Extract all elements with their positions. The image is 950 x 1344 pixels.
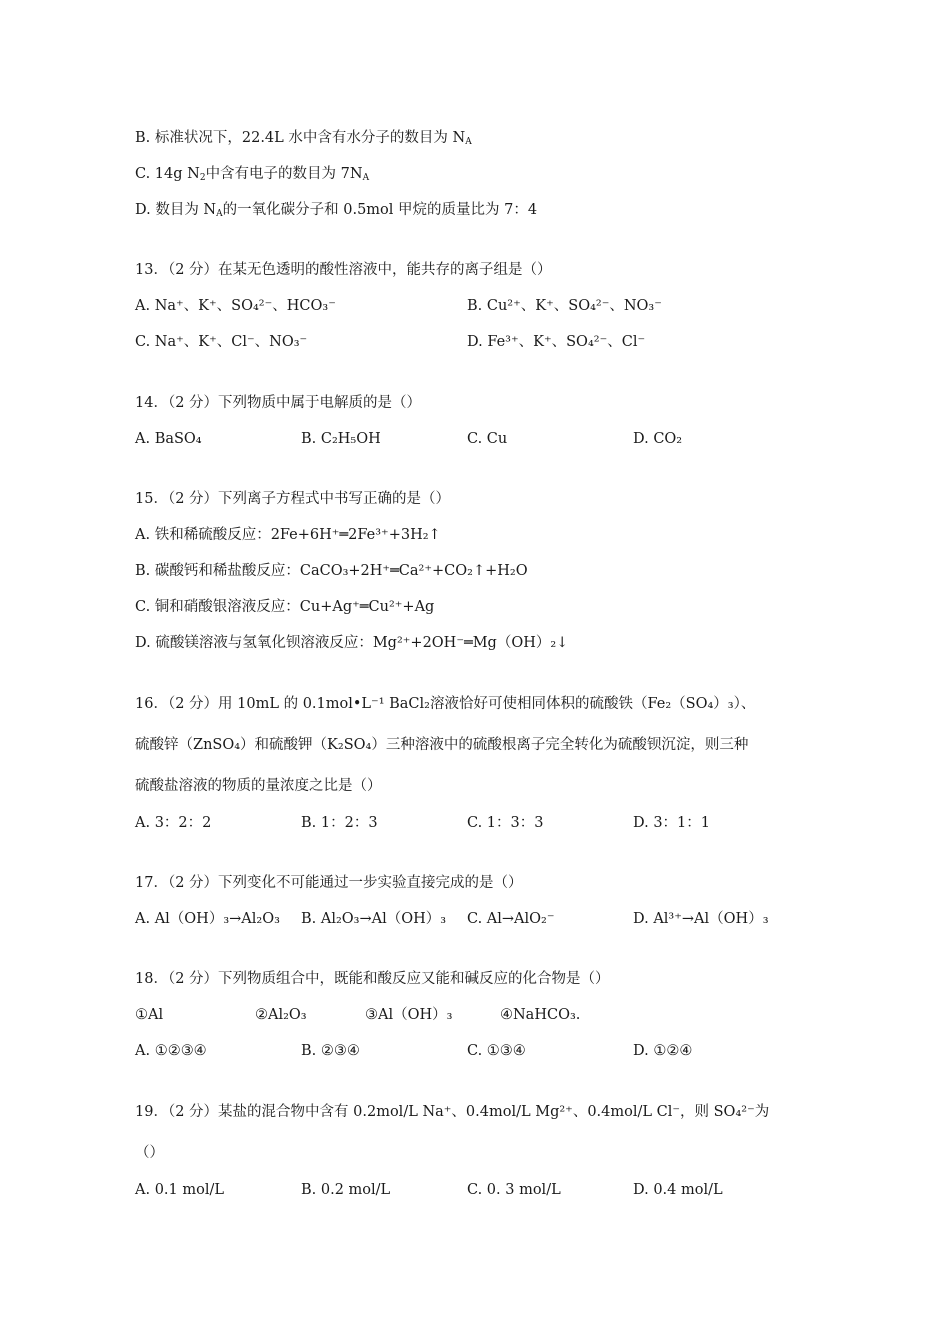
q16-option-c: C. 1：3：3 [467,815,544,831]
q19-stem: 19．（2 分）某盐的混合物中含有 0.2mol/L Na⁺、0.4mol/L Mg²⁺、0.4mol/L Cl⁻，则 SO₄²⁻为 [135,1104,770,1120]
q13-stem: 13．（2 分）在某无色透明的酸性溶液中，能共存的离子组是（） [135,262,552,278]
q15-option-c: C. 铜和硝酸银溶液反应：Cu+Ag⁺═Cu²⁺+Ag [135,599,435,615]
q14-option-c: C. Cu [467,431,508,447]
q13-option-c: C. Na⁺、K⁺、Cl⁻、NO₃⁻ [135,334,308,350]
q18-option-c: C. ①③④ [467,1043,526,1059]
q17-option-c: C. Al→AlO₂⁻ [467,911,555,927]
q12-option-d [135,200,537,220]
q12-option-c [135,164,369,184]
q19-stem-2: （） [135,1145,164,1161]
q17-option-d: D. Al³⁺→Al（OH）₃ [633,911,769,927]
q16-option-d: D. 3：1：1 [633,815,711,831]
q17-option-a: A. Al（OH）₃→Al₂O₃ [135,911,280,927]
q16-option-b: B. 1：2：3 [301,815,378,831]
q18-stem: 18．（2 分）下列物质组合中，既能和酸反应又能和碱反应的化合物是（） [135,971,610,987]
q18-item-1: ①Al [135,1007,164,1023]
q18-item-2: ②Al₂O₃ [255,1007,307,1023]
q12-option-d-pre: D. 数目为 N [135,202,217,218]
q18-item-4: ④NaHCO₃. [500,1007,581,1023]
q15-option-a: A. 铁和稀硫酸反应：2Fe+6H⁺═2Fe³⁺+3H₂↑ [135,527,441,543]
q12-option-c-pre: C. 14g N [135,166,200,182]
q16-stem-line3: 硫酸盐溶液的物质的量浓度之比是（） [135,778,382,794]
q12-option-b-sub: A [465,137,472,147]
q15-option-b: B. 碳酸钙和稀盐酸反应：CaCO₃+2H⁺═Ca²⁺+CO₂↑+H₂O [135,563,528,579]
q19-option-c: C. 0. 3 mol/L [467,1182,561,1198]
q12-option-c-sub1: 2 [199,173,206,183]
q14-option-b: B. C₂H₅OH [301,431,381,447]
q16-stem-line2: 硫酸锌（ZnSO₄）和硫酸钾（K₂SO₄）三种溶液中的硫酸根离子完全转化为硫酸钡沉淀，则三种 [135,737,749,753]
q18-option-a: A. ①②③④ [135,1043,207,1059]
q18-item-3: ③Al（OH）₃ [365,1007,453,1023]
q19-option-d: D. 0.4 mol/L [633,1182,723,1198]
q15-stem: 15．（2 分）下列离子方程式中书写正确的是（） [135,491,451,507]
q12-option-d-sub: A [216,209,223,219]
q19-option-b: B. 0.2 mol/L [301,1182,391,1198]
q17-stem: 17．（2 分）下列变化不可能通过一步实验直接完成的是（） [135,875,523,891]
q14-stem: 14．（2 分）下列物质中属于电解质的是（） [135,395,422,411]
q13-option-a: A. Na⁺、K⁺、SO₄²⁻、HCO₃⁻ [135,298,336,314]
q13-option-d: D. Fe³⁺、K⁺、SO₄²⁻、Cl⁻ [467,334,646,350]
q12-option-c-sub2: A [362,173,370,183]
q16-stem-line1: 16．（2 分）用 10mL 的 0.1mol•L⁻¹ BaCl₂溶液恰好可使相同体积的硫酸铁（Fe₂（SO₄）₃）、 [135,696,756,712]
q15-option-d: D. 硫酸镁溶液与氢氧化钡溶液反应：Mg²⁺+2OH⁻═Mg（OH）₂↓ [135,635,569,651]
q12-option-d-post: 的一氧化碳分子和 0.5mol 甲烷的质量比为 7：4 [222,202,538,218]
q18-option-b: B. ②③④ [301,1043,360,1059]
q14-option-a: A. BaSO₄ [135,431,202,447]
q17-option-b: B. Al₂O₃→Al（OH）₃ [301,911,447,927]
q12-option-c-mid: 中含有电子的数目为 7N [205,166,363,182]
q12-option-b [135,128,472,148]
q13-option-b: B. Cu²⁺、K⁺、SO₄²⁻、NO₃⁻ [467,298,662,314]
q14-option-d: D. CO₂ [633,431,683,447]
q16-option-a: A. 3：2：2 [135,815,212,831]
q12-option-b-text: B. 标准状况下，22.4L 水中含有水分子的数目为 N [135,130,466,146]
q18-option-d: D. ①②④ [633,1043,693,1059]
q19-option-a: A. 0.1 mol/L [135,1182,224,1198]
